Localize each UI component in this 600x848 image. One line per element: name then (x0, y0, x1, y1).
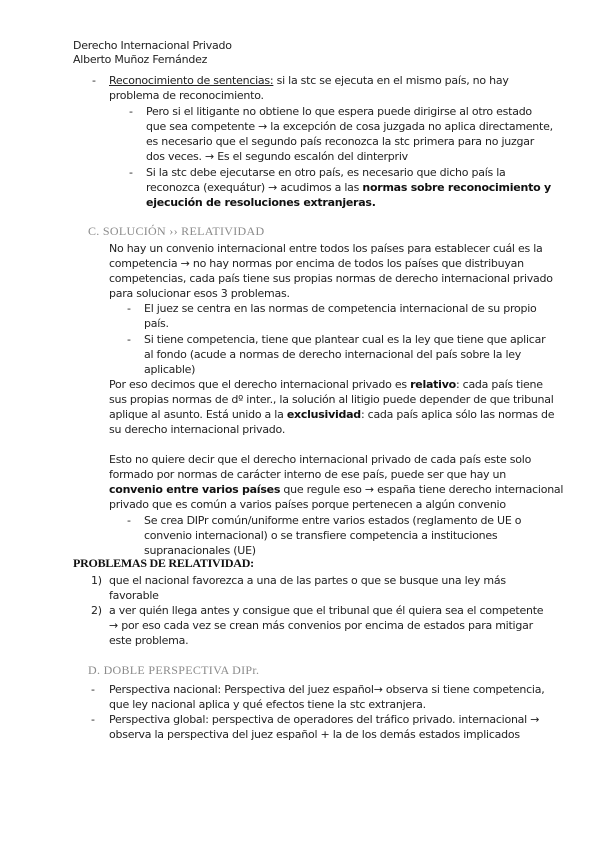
sub2-line-3 (146, 195, 376, 210)
relativo-keyword: relativo (410, 378, 456, 391)
sub2-line-2 (146, 180, 551, 195)
problem-2-line-3: este problema. (109, 634, 189, 647)
c-p2-line-3 (109, 407, 554, 422)
problem-1-line-1: que el nacional favorezca a una de las partes o que se busque una ley más (109, 574, 506, 587)
c-p3-text: que regule eso → españa tiene derecho internacional (280, 483, 564, 496)
author-name: Alberto Muñoz Fernández (73, 53, 208, 66)
d-b2-line-2: observa la perspectiva del juez español + la de los demás estados implicados (109, 728, 520, 741)
c-b3-line-2: convenio internacional) o se transfiere competencia a instituciones (144, 529, 498, 542)
bullet-dash: - (129, 166, 133, 179)
c-p2-line-4: su derecho internacional privado. (109, 423, 286, 436)
c-p2-line-1 (109, 377, 543, 392)
bullet-dash: - (127, 514, 131, 527)
c-p3-line-4: privado que es común a varios países porque pertenecen a algún convenio (109, 498, 506, 511)
sub2-bold-text-2: ejecución de resoluciones extranjeras. (146, 196, 376, 209)
section-c-heading: C. SOLUCIÓN ›› RELATIVIDAD (88, 224, 265, 238)
c-b3-line-1: Se crea DIPr común/uniforme entre varios estados (reglamento de UE o (144, 514, 522, 527)
bullet-dash: - (127, 333, 131, 346)
c-p1-line-2: competencia → no hay normas por encima de todos los países que distribuyan (109, 257, 524, 270)
c-p2-line-2: sus propias normas de dº inter., la solución al litigio puede depender de que tribunal (109, 393, 554, 406)
c-p3-line-1: Esto no quiere decir que el derecho internacional privado de cada país este solo (109, 453, 532, 466)
c-p2-text: Por eso decimos que el derecho internacional privado es (109, 378, 411, 391)
problemas-heading: PROBLEMAS DE RELATIVIDAD: (73, 556, 254, 570)
bullet-dash: - (92, 74, 96, 87)
recognition-line (109, 73, 509, 88)
convenio-keyword: convenio entre varios países (109, 483, 281, 496)
course-title: Derecho Internacional Privado (73, 39, 232, 52)
bullet-dash: - (127, 302, 131, 315)
sub2-bold-text: normas sobre reconocimiento y (362, 181, 551, 194)
c-b1-line-2: país. (144, 317, 169, 330)
d-b1-line-1: Perspectiva nacional: Perspectiva del juez español→ observa si tiene competencia, (109, 683, 545, 696)
section-d-heading: D. DOBLE PERSPECTIVA DIPr. (88, 663, 260, 677)
problem-2-line-2: → por eso cada vez se crean más convenios por encima de estados para mitigar (109, 619, 533, 632)
bullet-dash: - (91, 713, 95, 726)
problem-1-line-2: favorable (109, 589, 159, 602)
c-b2-line-2: al fondo (acude a normas de derecho internacional del país sobre la ley (144, 348, 522, 361)
sub2-line-1: Si la stc debe ejecutarse en otro país, es necesario que dicho país la (146, 166, 506, 179)
sub2-text: reconozca (exequátur) → acudimos a las (146, 181, 363, 194)
sub1-line-2: que sea competente → la excepción de cosa juzgada no aplica directamente, (146, 120, 553, 133)
c-p1-line-3: competencias, cada país tiene sus propias normas de derecho internacional privado (109, 272, 553, 285)
list-number: 2) (91, 604, 102, 617)
sub1-line-4: dos veces. → Es el segundo escalón del dinterpriv (146, 150, 408, 163)
recognition-text: si la stc se ejecuta en el mismo país, no hay (273, 74, 509, 87)
c-p3-line-3 (109, 482, 563, 497)
exclusividad-keyword: exclusividad (286, 408, 361, 421)
bullet-dash: - (129, 105, 133, 118)
sub1-line-3: es necesario que el segundo país reconozca la stc primera para no juzgar (146, 135, 535, 148)
c-p1-line-4: para solucionar esos 3 problemas. (109, 287, 290, 300)
c-b2-line-1: Si tiene competencia, tiene que plantear cual es la ley que tiene que aplicar (144, 333, 546, 346)
c-b1-line-1: El juez se centra en las normas de competencia internacional de su propio (144, 302, 537, 315)
recognition-line-2: problema de reconocimiento. (109, 89, 264, 102)
d-b2-line-1: Perspectiva global: perspectiva de operadores del tráfico privado. internacional → (109, 713, 540, 726)
c-p2-text-3: aplique al asunto. Está unido a la (109, 408, 287, 421)
c-b3-line-3: supranacionales (UE) (144, 544, 256, 557)
c-p2-text-4: : cada país aplica sólo las normas de (360, 408, 555, 421)
problem-2-line-1: a ver quién llega antes y consigue que el tribunal que él quiera sea el competente (109, 604, 544, 617)
c-p2-text-2: : cada país tiene (455, 378, 543, 391)
d-b1-line-2: que ley nacional aplica y qué efectos tiene la stc extranjera. (109, 698, 426, 711)
c-p1-line-1: No hay un convenio internacional entre todos los países para establecer cuál es la (109, 242, 543, 255)
c-b2-line-3: aplicable) (144, 363, 196, 376)
recognition-term: Reconocimiento de sentencias: (109, 74, 274, 87)
sub1-line-1: Pero si el litigante no obtiene lo que espera puede dirigirse al otro estado (146, 105, 532, 118)
bullet-dash: - (91, 683, 95, 696)
list-number: 1) (91, 574, 102, 587)
c-p3-line-2: formado por normas de carácter interno de ese país, puede ser que hay un (109, 468, 507, 481)
